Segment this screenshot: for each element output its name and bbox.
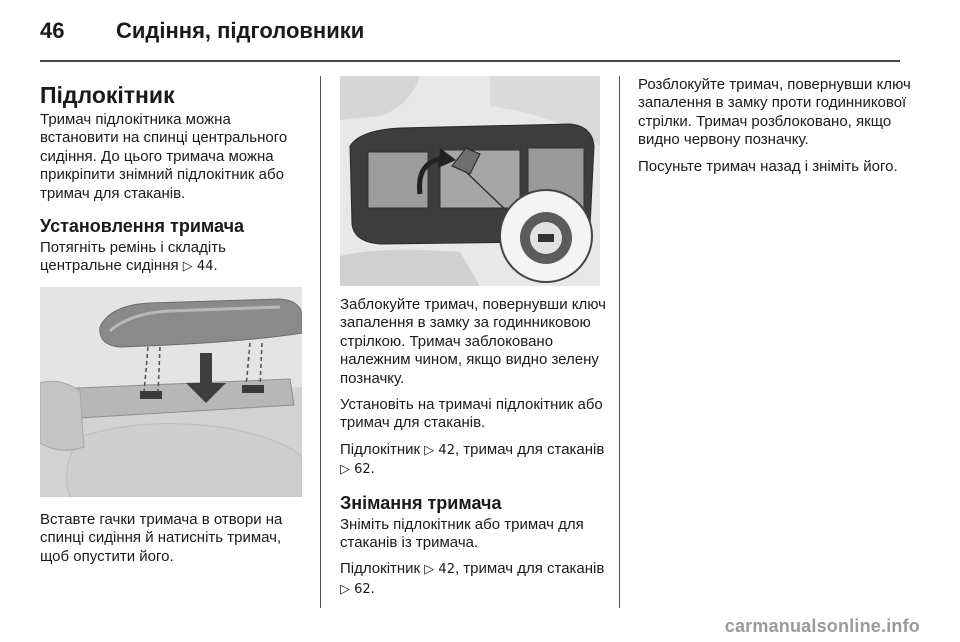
- remove-paragraph: Зніміть підлокітник або тримач для стаканів із тримача.: [340, 515, 584, 552]
- section-heading: Підлокітник: [40, 82, 175, 108]
- ref-text: Підлокітник: [340, 560, 421, 578]
- ref-text: Підлокітник: [340, 440, 421, 458]
- column-1: [40, 76, 308, 574]
- step2-paragraph: Вставте гачки тримача в отвори на спинці сидіння й натисніть тримач, щоб опустити його.: [40, 510, 283, 565]
- reference-paragraph-1: [340, 441, 608, 480]
- subheading-remove: Знімання тримача: [340, 492, 502, 513]
- armrest-holder-install-illustration: [40, 287, 302, 497]
- intro-paragraph: Тримач підлокітника можна встановити на спинці центрального сидіння. До цього тримача можна прикріпити знімний підлокітник або тримач для стаканів.: [40, 111, 288, 202]
- slide-remove-paragraph: Посуньте тримач назад і зніміть його.: [638, 157, 898, 175]
- ignition-key-lock-illustration: [340, 76, 600, 286]
- header-rule: [40, 60, 900, 62]
- running-title: Сидіння, підголовники: [116, 18, 365, 43]
- watermark: carmanualsonline.info: [724, 616, 920, 636]
- step1-text: Потягніть ремінь і складіть центральне сидіння: [40, 239, 226, 275]
- subheading-install: Установлення тримача: [40, 216, 245, 237]
- page-header: [40, 14, 920, 54]
- install-armrest-paragraph: Установіть на тримачі підлокітник або тримач для стаканів.: [340, 396, 603, 432]
- reference-paragraph-2: [340, 560, 608, 599]
- page-number: 46: [40, 18, 65, 43]
- column-divider-2: [619, 76, 620, 608]
- column-2: [340, 76, 608, 607]
- page-reference-link[interactable]: ▷ 62.: [340, 462, 375, 478]
- column-3: [638, 76, 918, 184]
- page-reference-link[interactable]: ▷ 42: [424, 442, 455, 458]
- column-divider-1: [320, 76, 321, 608]
- page-reference-link[interactable]: ▷ 42: [424, 562, 455, 578]
- lock-paragraph: Заблокуйте тримач, повернувши ключ запалення в замку за годинниковою стрілкою. Тримач заблоковано належним чином, якщо видно зелену позначку.: [340, 296, 606, 387]
- unlock-paragraph: Розблокуйте тримач, повернувши ключ запалення в замку проти годинникової стрілки. Тримач розблоковано, якщо видно червону позначку.: [638, 76, 911, 149]
- ref-text: , тримач для стаканів: [454, 440, 605, 458]
- ref-text: , тримач для стаканів: [454, 560, 605, 578]
- page-reference-link[interactable]: ▷ 62.: [340, 581, 375, 597]
- page-reference-link[interactable]: ▷ 44.: [182, 259, 218, 275]
- step1-paragraph: [40, 239, 308, 277]
